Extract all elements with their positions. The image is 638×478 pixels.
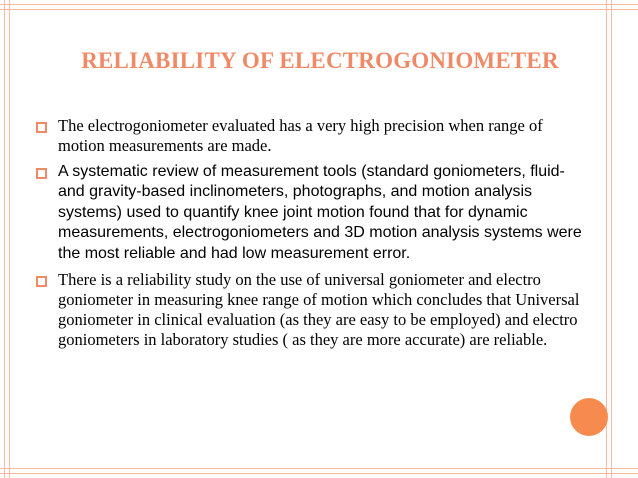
hollow-square-bullet-icon — [36, 122, 47, 133]
slide-title: RELIABILITY OF ELECTROGONIOMETER — [81, 48, 559, 73]
border-line-top-outer — [0, 4, 638, 5]
decorative-circle — [570, 398, 608, 436]
bullet-item — [32, 270, 592, 350]
bullet-text: The electrogoniometer evaluated has a very high precision when range of motion measurements are made. — [58, 116, 543, 155]
border-line-bottom-outer — [0, 473, 638, 474]
bullet-list — [32, 116, 592, 356]
bullet-text: There is a reliability study on the use of universal goniometer and electro goniometer in measuring knee range of motion which concludes that Universal goniometer in clinical evaluation (as they are easy to be employed) and electro goniometers in laboratory studies ( as they are more accurate) are reliable. — [58, 270, 580, 350]
bullet-item — [32, 162, 592, 264]
bullet-item — [32, 116, 592, 156]
hollow-square-bullet-icon — [36, 276, 47, 287]
border-line-top-inner — [0, 9, 638, 10]
bullet-text: A systematic review of measurement tools (standard goniometers, fluid- and gravity-based inclinometers, photographs, and motion analysis systems) used to quantify knee joint motion found that for dynamic measurements, electrogoniometers and 3D motion analysis systems were the most reliable and had low measurement error. — [58, 163, 582, 262]
border-line-bottom-inner — [0, 468, 638, 469]
border-line-left-outer — [4, 0, 5, 478]
border-line-left-inner — [9, 0, 10, 478]
hollow-square-bullet-icon — [36, 168, 47, 179]
